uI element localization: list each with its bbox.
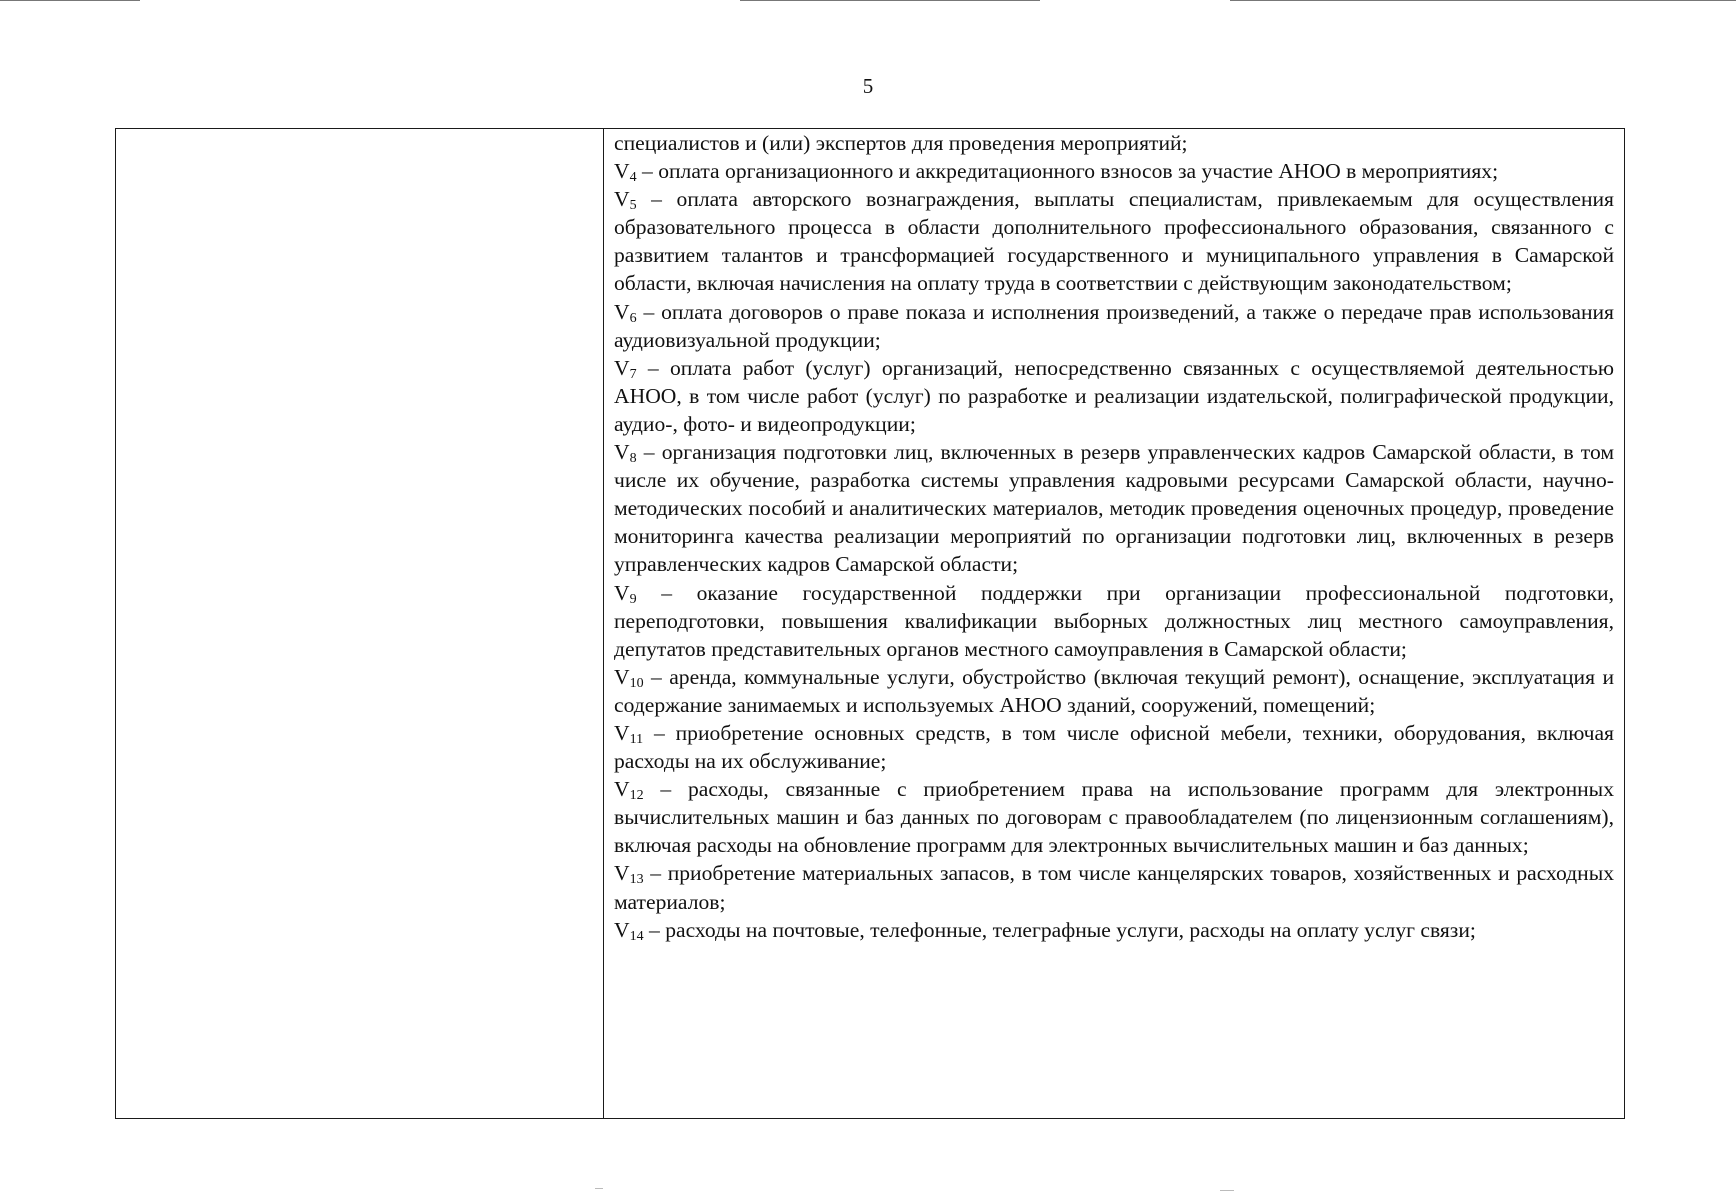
variable-subscript: 14 [629, 928, 644, 944]
list-item [614, 438, 1614, 578]
scan-edge-mark [0, 0, 140, 1]
item-text: – приобретение основных средств, в том числе офисной мебели, техники, оборудования, включая расходы на их обслуживание; [614, 720, 1614, 774]
item-text: – оплата организационного и аккредитационного взносов за участие АНОО в мероприятиях; [636, 159, 1499, 184]
table-left-cell [116, 129, 604, 1118]
scan-edge-mark [595, 1188, 603, 1189]
variable-subscript: 9 [629, 591, 637, 607]
variable-symbol: V [614, 355, 630, 380]
variable-subscript: 5 [629, 198, 637, 214]
variable-subscript: 10 [629, 675, 644, 691]
variable-subscript: 4 [629, 170, 637, 186]
document-table [115, 128, 1625, 1119]
list-item [614, 859, 1614, 915]
variable-subscript: 13 [629, 872, 644, 888]
variable-subscript: 11 [629, 731, 644, 747]
scan-edge-mark [1230, 0, 1736, 1]
item-text: специалистов и (или) экспертов для проведения мероприятий; [614, 131, 1188, 155]
list-item [614, 185, 1614, 297]
item-text: – расходы на почтовые, телефонные, телеграфные услуги, расходы на оплату услуг связи; [643, 917, 1476, 942]
item-text: – организация подготовки лиц, включенных в резерв управленческих кадров Самарской области, в том числе их обучение, разработка системы управления кадровыми ресурсами Самарской области, научно-методических пособий и аналитических материалов, методик проведения оценочных процедур, проведение мониторинга качества реализации мероприятий по организации подготовки лиц, включенных в резерв управленческих кадров Самарской области; [614, 440, 1614, 577]
variable-subscript: 6 [629, 310, 637, 326]
variable-symbol: V [614, 440, 630, 465]
scan-edge-mark [1220, 1190, 1234, 1191]
scan-edge-mark [740, 0, 1040, 1]
list-item [614, 354, 1614, 438]
variable-subscript: 12 [629, 788, 644, 804]
variable-symbol: V [614, 159, 630, 184]
item-text: – оплата договоров о праве показа и исполнения произведений, а также о передаче прав использования аудиовизуальной продукции; [614, 299, 1614, 352]
variable-symbol: V [614, 580, 630, 605]
variable-symbol: V [614, 299, 630, 324]
list-item [614, 663, 1614, 719]
list-item [614, 775, 1614, 859]
variable-symbol: V [614, 777, 630, 802]
variable-subscript: 7 [629, 366, 637, 382]
item-text: – аренда, коммунальные услуги, обустройство (включая текущий ремонт), оснащение, эксплуатация и содержание занимаемых и используемых АНОО зданий, сооружений, помещений; [614, 664, 1614, 717]
item-text: – оказание государственной поддержки при организации профессиональной подготовки, переподготовки, повышения квалификации выборных должностных лиц местного самоуправления, депутатов представительных органов местного самоуправления в Самарской области; [614, 580, 1614, 661]
list-item [614, 129, 1614, 157]
list-item [614, 298, 1614, 354]
variable-symbol: V [614, 720, 630, 745]
list-item [614, 916, 1614, 944]
item-text: – расходы, связанные с приобретением права на использование программ для электронных вычислительных машин и баз данных по договорам с правообладателем (по лицензионным соглашениям), включая расходы на обновление программ для электронных вычислительных машин и баз данных; [614, 777, 1614, 858]
variable-symbol: V [614, 187, 630, 212]
item-text: – приобретение материальных запасов, в том числе канцелярских товаров, хозяйственных и расходных материалов; [614, 861, 1614, 914]
variable-symbol: V [614, 917, 630, 942]
item-text: – оплата авторского вознаграждения, выплаты специалистам, привлекаемым для осуществления образовательного процесса в области дополнительного профессионального образования, связанного с развитием талантов и трансформацией государственного и муниципального управления в Самарской области, включая начисления на оплату труда в соответствии с действующим законодательством; [614, 187, 1614, 296]
variable-subscript: 8 [629, 451, 637, 467]
table-right-cell [604, 129, 1624, 1118]
list-item [614, 719, 1614, 775]
item-text: – оплата работ (услуг) организаций, непосредственно связанных с осуществляемой деятельностью АНОО, в том числе работ (услуг) по разработке и реализации издательской, полиграфической продукции, аудио-, фото- и видеопродукции; [614, 355, 1614, 436]
variable-symbol: V [614, 664, 630, 689]
page-number: 5 [862, 74, 874, 98]
variable-symbol: V [614, 861, 630, 886]
list-item [614, 579, 1614, 663]
list-item [614, 157, 1614, 185]
